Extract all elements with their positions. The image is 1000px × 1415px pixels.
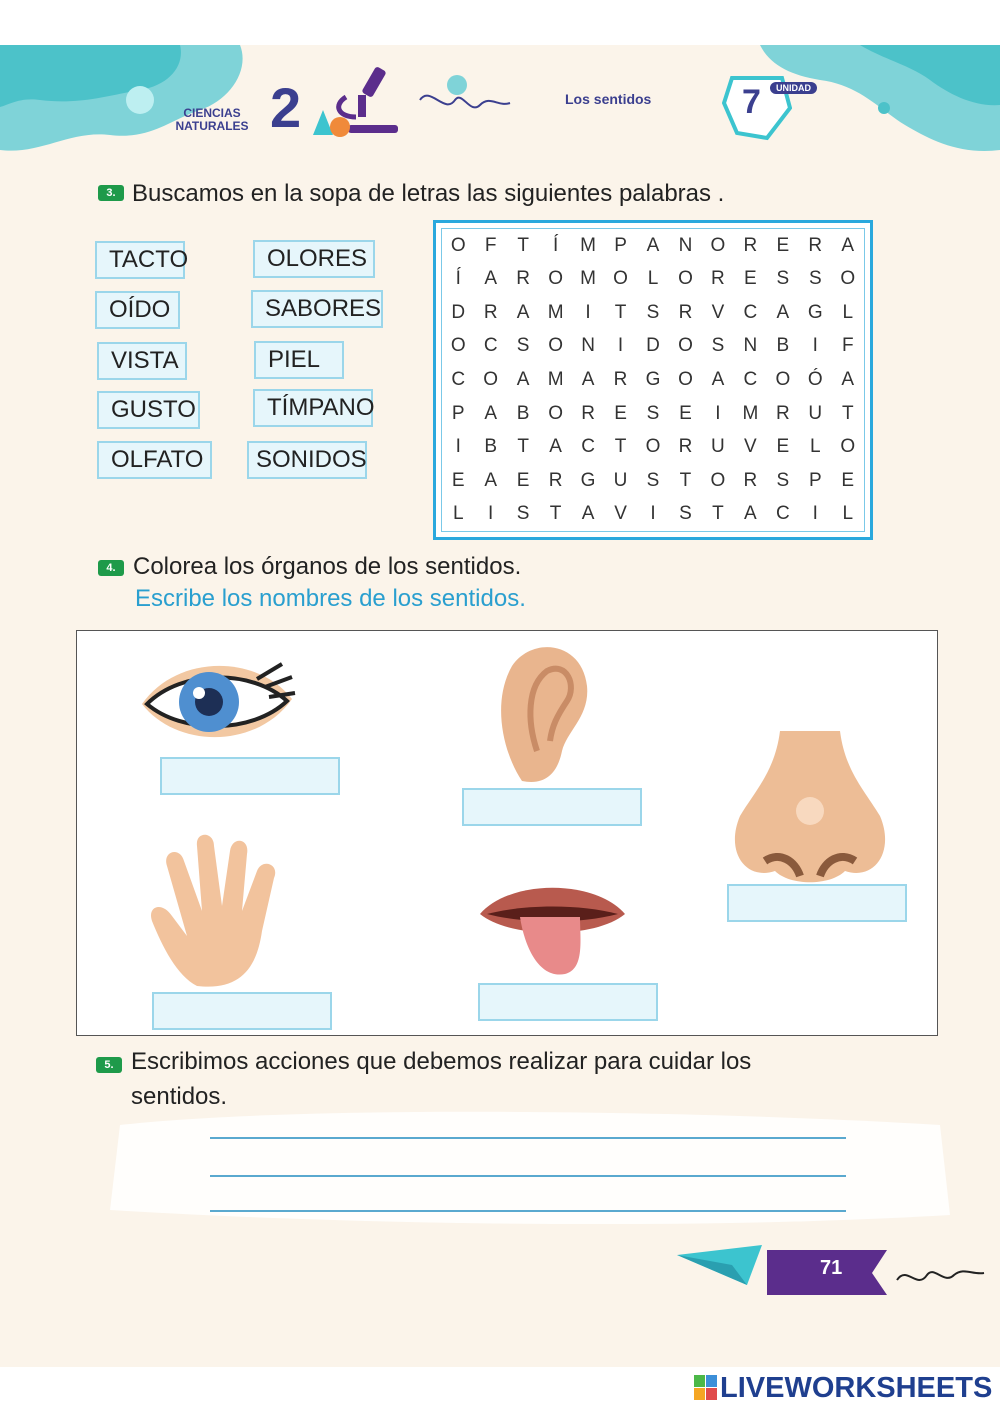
grid-cell[interactable]: A <box>841 234 855 256</box>
grid-cell[interactable]: Í <box>455 268 461 290</box>
grid-cell[interactable]: U <box>613 469 628 491</box>
grid-cell[interactable]: S <box>808 268 822 290</box>
grid-cell[interactable]: E <box>679 402 692 424</box>
liveworksheets-logo-icon <box>694 1375 718 1401</box>
grid-cell[interactable]: O <box>645 436 661 458</box>
grid-cell[interactable]: E <box>841 469 855 491</box>
grid-cell[interactable]: T <box>614 301 627 323</box>
grid-cell[interactable]: O <box>710 234 726 256</box>
grid-cell[interactable]: O <box>548 268 563 290</box>
grid-cell[interactable]: L <box>647 268 659 290</box>
word-card: SABORES <box>251 290 383 328</box>
grid-cell[interactable]: A <box>744 503 757 525</box>
word-search-grid <box>433 220 873 540</box>
word-card: OLFATO <box>97 441 212 479</box>
grid-cell[interactable]: F <box>484 234 497 256</box>
grid-cell[interactable]: G <box>645 368 661 390</box>
grid-cell[interactable]: C <box>775 503 790 525</box>
activity-5-instruction-line-2: sentidos. <box>131 1083 228 1110</box>
ear-icon <box>492 641 592 786</box>
grid-cell[interactable]: O <box>710 469 726 491</box>
grid-cell[interactable]: R <box>613 368 628 390</box>
grid-cell[interactable]: O <box>548 402 563 424</box>
grid-cell[interactable]: E <box>451 469 465 491</box>
grid-cell[interactable]: C <box>743 301 758 323</box>
grid-cell[interactable]: N <box>678 234 693 256</box>
grid-cell[interactable]: A <box>484 268 498 290</box>
grid-cell[interactable]: A <box>516 301 530 323</box>
unit-number: 7 <box>742 83 761 121</box>
grid-cell[interactable]: R <box>516 268 531 290</box>
grid-cell[interactable]: M <box>580 234 596 256</box>
grid-cell[interactable]: E <box>776 234 790 256</box>
grid-cell[interactable]: T <box>679 469 692 491</box>
eye-icon <box>137 649 297 749</box>
activity-4-instruction-2: Escribe los nombres de los sentidos. <box>135 585 526 612</box>
activity-5-instruction: Escribimos acciones que debemos realizar para cuidar los <box>131 1048 752 1075</box>
grid-cell[interactable]: R <box>581 402 595 424</box>
grid-cell[interactable]: R <box>743 234 758 256</box>
answer-box-nose[interactable] <box>727 884 907 922</box>
grid-cell[interactable]: T <box>712 503 724 525</box>
grid-cell[interactable]: L <box>842 503 854 525</box>
grid-cell[interactable]: Í <box>552 234 559 256</box>
grid-cell[interactable]: A <box>776 301 790 323</box>
grid-cell[interactable]: S <box>776 469 790 491</box>
grid-cell[interactable]: A <box>581 368 595 390</box>
grid-cell[interactable]: R <box>483 301 498 323</box>
activity-4-badge: 4. <box>98 560 124 576</box>
mouth-icon <box>475 879 630 984</box>
grid-cell[interactable]: O <box>450 335 466 357</box>
word-card: GUSTO <box>97 391 200 429</box>
word-card: OÍDO <box>95 291 180 329</box>
grid-cell[interactable]: T <box>517 234 529 256</box>
grid-cell[interactable]: F <box>841 335 854 357</box>
word-card: OLORES <box>253 240 375 278</box>
grid-cell[interactable]: A <box>581 503 595 525</box>
grid-cell[interactable]: C <box>483 335 498 357</box>
grid-cell[interactable]: P <box>614 234 627 256</box>
grade-number: 2 <box>270 76 302 139</box>
writing-line[interactable] <box>210 1137 846 1139</box>
grid-cell[interactable]: M <box>580 268 596 290</box>
nose-icon <box>725 731 895 891</box>
grid-cell[interactable]: N <box>581 335 595 357</box>
answer-box-hand[interactable] <box>152 992 332 1030</box>
grid-cell[interactable]: I <box>812 335 818 357</box>
grid-cell[interactable]: U <box>711 436 725 458</box>
answer-box-eye[interactable] <box>160 757 340 795</box>
grid-cell[interactable]: M <box>742 402 759 424</box>
brush-background <box>100 1105 960 1235</box>
grid-cell[interactable]: L <box>452 503 464 525</box>
grid-cell[interactable]: T <box>517 436 529 458</box>
grid-cell[interactable]: D <box>451 301 466 323</box>
word-card: VISTA <box>97 342 187 380</box>
word-card: TACTO <box>95 241 185 279</box>
grid-cell[interactable]: A <box>484 469 498 491</box>
grid-cell[interactable]: S <box>679 503 692 525</box>
grid-cell[interactable]: S <box>646 469 660 491</box>
grid-cell[interactable]: O <box>775 368 791 390</box>
topic-title: Los sentidos <box>565 91 652 107</box>
grid-cell[interactable]: O <box>678 368 693 390</box>
grid-cell[interactable]: V <box>614 503 627 525</box>
word-search-cells <box>441 228 865 532</box>
word-card: SONIDOS <box>247 441 367 479</box>
grid-cell[interactable]: S <box>646 402 660 424</box>
grid-cell[interactable]: S <box>516 503 530 525</box>
hand-icon <box>142 826 292 991</box>
grid-cell[interactable]: S <box>516 335 530 357</box>
grid-cell[interactable]: I <box>488 503 494 525</box>
grid-cell[interactable]: O <box>840 436 856 458</box>
grid-cell[interactable]: C <box>581 436 595 458</box>
grid-cell[interactable]: S <box>776 268 790 290</box>
grid-cell[interactable]: O <box>678 335 693 357</box>
grid-cell[interactable]: C <box>451 368 466 390</box>
grid-cell[interactable]: R <box>775 402 790 424</box>
worksheet-page <box>0 45 1000 1367</box>
writing-line[interactable] <box>210 1175 846 1177</box>
grid-cell[interactable]: O <box>840 268 856 290</box>
grid-cell[interactable]: R <box>808 234 823 256</box>
grid-cell[interactable]: R <box>678 301 693 323</box>
grid-cell[interactable]: T <box>614 436 627 458</box>
word-card: PIEL <box>254 341 344 379</box>
organs-panel <box>76 630 938 1036</box>
answer-box-mouth[interactable] <box>478 983 658 1021</box>
page-number: 71 <box>820 1257 843 1279</box>
writing-line[interactable] <box>210 1210 846 1212</box>
grid-cell[interactable]: S <box>711 335 725 357</box>
grid-cell[interactable]: P <box>451 402 465 424</box>
grid-cell[interactable]: L <box>842 301 854 323</box>
grid-cell[interactable]: O <box>450 234 466 256</box>
grid-cell[interactable]: O <box>678 268 693 290</box>
activity-4-instruction: Colorea los órganos de los sentidos. <box>133 553 522 580</box>
activity-3-badge: 3. <box>98 185 124 201</box>
subject-label: CIENCIAS NATURALES <box>175 106 249 133</box>
grid-cell[interactable]: B <box>516 402 530 424</box>
answer-box-ear[interactable] <box>462 788 642 826</box>
grid-cell[interactable]: E <box>614 402 627 424</box>
grid-cell[interactable]: I <box>455 436 461 458</box>
grid-cell[interactable]: I <box>715 402 721 424</box>
grid-cell[interactable]: A <box>516 368 530 390</box>
word-card: TÍMPANO <box>253 389 373 427</box>
grid-cell[interactable]: Ó <box>807 368 823 390</box>
grid-cell[interactable]: T <box>549 503 562 525</box>
unit-label: UNIDAD <box>770 82 817 94</box>
grid-cell[interactable]: E <box>516 469 530 491</box>
grid-cell[interactable]: A <box>484 402 498 424</box>
grid-cell[interactable]: G <box>580 469 596 491</box>
grid-cell[interactable]: O <box>613 268 628 290</box>
grid-cell[interactable]: I <box>812 503 818 525</box>
microscope-icon <box>308 65 408 140</box>
grid-cell[interactable]: I <box>617 335 624 357</box>
grid-cell[interactable]: A <box>711 368 725 390</box>
grid-cell[interactable]: A <box>841 368 855 390</box>
grid-cell[interactable]: T <box>841 402 854 424</box>
grid-cell[interactable]: N <box>743 335 758 357</box>
header-decoration <box>0 45 1000 165</box>
grid-cell[interactable]: R <box>711 268 725 290</box>
grid-cell[interactable]: V <box>744 436 757 458</box>
grid-cell[interactable]: U <box>808 402 823 424</box>
activity-3-instruction: Buscamos en la sopa de letras las siguientes palabras . <box>132 180 725 207</box>
grid-cell[interactable]: E <box>776 436 790 458</box>
grid-cell[interactable]: A <box>646 234 660 256</box>
grid-cell[interactable]: M <box>547 301 564 323</box>
grid-cell[interactable]: I <box>585 301 591 323</box>
grid-cell[interactable]: P <box>808 469 822 491</box>
grid-cell[interactable]: R <box>548 469 563 491</box>
grid-cell[interactable]: R <box>743 469 758 491</box>
grid-cell[interactable]: O <box>483 368 499 390</box>
activity-5-badge: 5. <box>96 1057 122 1073</box>
grid-cell[interactable]: D <box>646 335 660 357</box>
grid-cell[interactable]: A <box>549 436 562 458</box>
brand-name: LIVEWORKSHEETS <box>720 1372 993 1404</box>
grid-cell[interactable]: V <box>711 301 725 323</box>
grid-cell[interactable]: L <box>810 436 821 458</box>
grid-cell[interactable]: C <box>743 368 758 390</box>
grid-cell[interactable]: O <box>548 335 563 357</box>
grid-cell[interactable]: R <box>678 436 693 458</box>
grid-cell[interactable]: B <box>776 335 790 357</box>
grid-cell[interactable]: I <box>650 503 656 525</box>
grid-cell[interactable]: E <box>744 268 757 290</box>
grid-cell[interactable]: M <box>547 368 564 390</box>
grid-cell[interactable]: B <box>484 436 498 458</box>
grid-cell[interactable]: S <box>646 301 660 323</box>
grid-cell[interactable]: G <box>807 301 823 323</box>
